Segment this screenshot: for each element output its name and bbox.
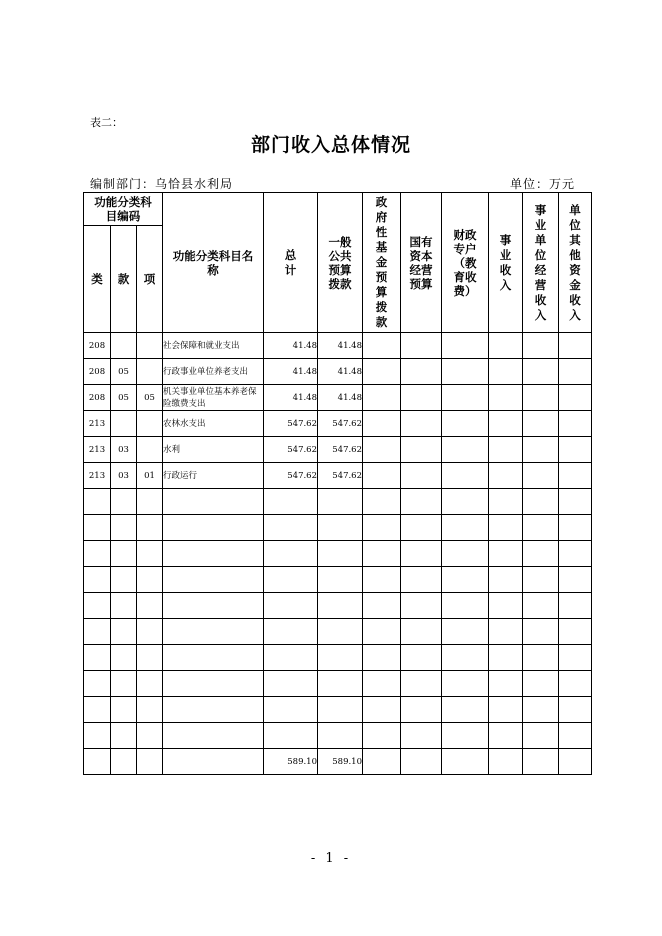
name-cell: 机关事业单位基本养老保险缴费支出 (163, 385, 264, 411)
total-cell: 41.48 (264, 359, 318, 385)
lei-cell: 213 (84, 411, 111, 437)
summary-total-cell: 589.10 (264, 749, 318, 775)
total-header: 总计 (264, 193, 318, 333)
empty-row (84, 567, 592, 593)
kuan-cell: 05 (111, 359, 137, 385)
xiang-header: 项 (137, 226, 163, 333)
business-income-header: 事业收入 (489, 193, 523, 333)
lei-cell: 208 (84, 385, 111, 411)
general-budget-header: 一般公共预算拨款 (318, 193, 363, 333)
empty-row (84, 671, 592, 697)
operating-income-header: 事业单位经营收入 (523, 193, 559, 333)
empty-row (84, 515, 592, 541)
table-row (84, 463, 592, 489)
unit-label: 单位：万元 (510, 177, 576, 191)
name-cell: 社会保障和就业支出 (163, 333, 264, 359)
name-cell: 行政运行 (163, 463, 264, 489)
summary-row (84, 749, 592, 775)
general-cell: 41.48 (318, 359, 363, 385)
kuan-cell: 05 (111, 385, 137, 411)
name-cell: 水利 (163, 437, 264, 463)
state-capital-header: 国有资本经营预算 (401, 193, 442, 333)
kuan-header: 款 (111, 226, 137, 333)
empty-row (84, 723, 592, 749)
empty-row (84, 593, 592, 619)
income-table (83, 192, 592, 775)
total-cell: 41.48 (264, 385, 318, 411)
xiang-cell: 05 (137, 385, 163, 411)
page-title: 部门收入总体情况 (250, 134, 411, 156)
summary-general-cell: 589.10 (318, 749, 363, 775)
func-name-header: 功能分类科目名称 (163, 193, 264, 333)
kuan-cell (111, 333, 137, 359)
empty-row (84, 697, 592, 723)
total-cell: 547.62 (264, 411, 318, 437)
department-label: 编制部门：乌恰县水利局 (90, 177, 234, 191)
general-cell: 547.62 (318, 437, 363, 463)
lei-cell: 213 (84, 463, 111, 489)
empty-row (84, 541, 592, 567)
general-cell: 547.62 (318, 411, 363, 437)
xiang-cell: 01 (137, 463, 163, 489)
kuan-cell: 03 (111, 463, 137, 489)
table-row (84, 411, 592, 437)
xiang-cell (137, 333, 163, 359)
kuan-cell: 03 (111, 437, 137, 463)
general-cell: 41.48 (318, 385, 363, 411)
fiscal-special-header: 财政专户（教育收费） (442, 193, 489, 333)
empty-row (84, 645, 592, 671)
xiang-cell (137, 359, 163, 385)
gov-fund-header: 政府性基金预算拨款 (363, 193, 401, 333)
table-row (84, 385, 592, 411)
xiang-cell (137, 411, 163, 437)
total-cell: 547.62 (264, 463, 318, 489)
xiang-cell (137, 437, 163, 463)
lei-header: 类 (84, 226, 111, 333)
name-cell: 行政事业单位养老支出 (163, 359, 264, 385)
name-cell: 农林水支出 (163, 411, 264, 437)
table-row (84, 333, 592, 359)
func-code-header: 功能分类科目编码 (84, 193, 163, 226)
general-cell: 547.62 (318, 463, 363, 489)
lei-cell: 208 (84, 333, 111, 359)
table-number-label: 表二： (90, 116, 123, 129)
kuan-cell (111, 411, 137, 437)
page-number: - 1 - (310, 851, 352, 866)
general-cell: 41.48 (318, 333, 363, 359)
total-cell: 41.48 (264, 333, 318, 359)
table-row (84, 437, 592, 463)
empty-row (84, 619, 592, 645)
lei-cell: 208 (84, 359, 111, 385)
total-cell: 547.62 (264, 437, 318, 463)
empty-row (84, 489, 592, 515)
lei-cell: 213 (84, 437, 111, 463)
other-funds-header: 单位其他资金收入 (559, 193, 592, 333)
table-row (84, 359, 592, 385)
